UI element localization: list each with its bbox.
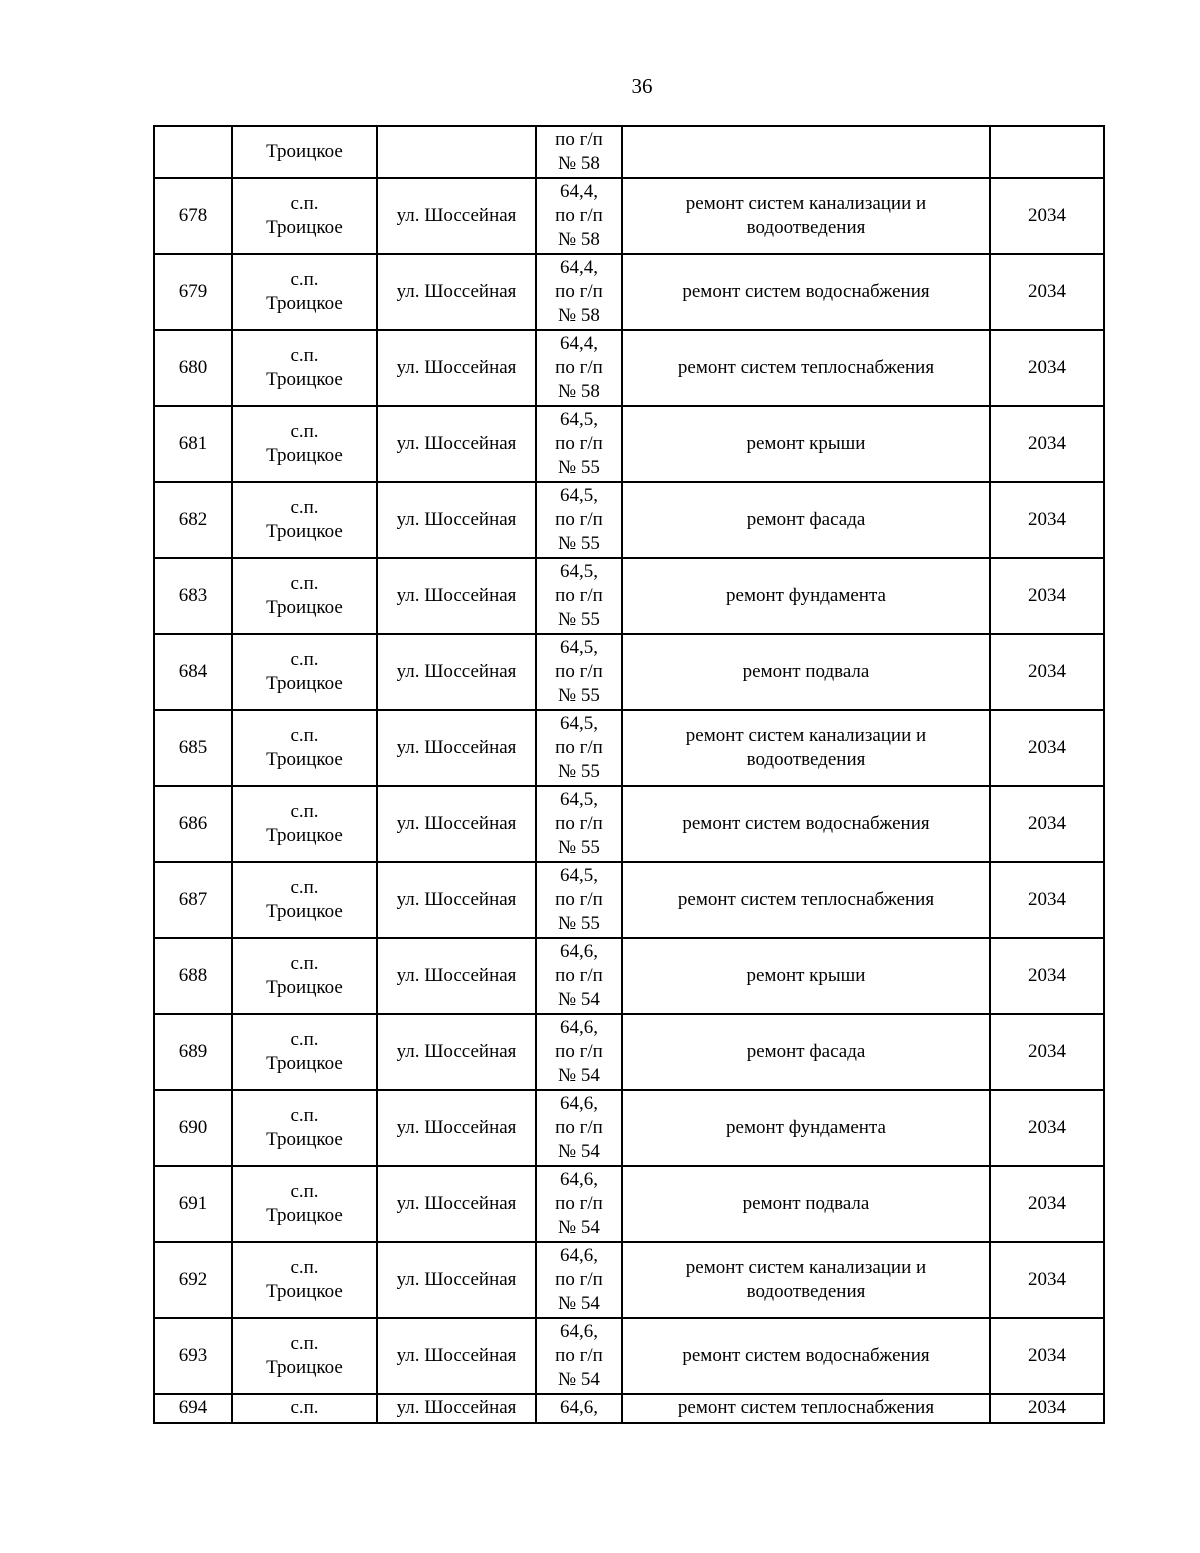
house-cell [536,1318,622,1394]
street-cell [377,126,536,178]
house-cell-line: 64,5, [560,713,598,734]
settlement-cell-line: Троицкое [266,521,343,542]
work-type-cell: ремонт крыши [622,406,990,482]
row-number-cell: 690 [154,1090,232,1166]
work-type-cell: ремонт систем водоснабжения [622,254,990,330]
table-row [154,710,1104,786]
house-cell [536,482,622,558]
settlement-cell [232,330,377,406]
year-cell: 2034 [990,558,1104,634]
house-cell [536,558,622,634]
table-row [154,126,1104,178]
house-cell-line: по г/п [555,509,603,530]
settlement-cell [232,178,377,254]
house-cell [536,406,622,482]
row-number-cell: 691 [154,1166,232,1242]
row-number-cell: 692 [154,1242,232,1318]
house-cell-line: № 54 [558,1141,600,1162]
settlement-cell-line: с.п. [290,649,319,670]
house-cell-line: по г/п [555,129,603,150]
row-number-cell: 688 [154,938,232,1014]
year-cell: 2034 [990,1318,1104,1394]
work-type-cell: ремонт систем канализации и водоотведения [622,710,990,786]
row-number-cell: 694 [154,1394,232,1423]
street-cell: ул. Шоссейная [377,1242,536,1318]
table-row [154,330,1104,406]
house-cell-line: по г/п [555,1117,603,1138]
settlement-cell [232,710,377,786]
year-cell: 2034 [990,1090,1104,1166]
house-cell-line: 64,4, [560,181,598,202]
house-cell [536,862,622,938]
house-cell-line: 64,5, [560,485,598,506]
house-cell-line: по г/п [555,965,603,986]
house-cell-line: № 55 [558,913,600,934]
house-cell [536,254,622,330]
year-cell [990,126,1104,178]
house-cell [536,1090,622,1166]
work-type-cell: ремонт систем теплоснабжения [622,862,990,938]
work-type-cell: ремонт систем водоснабжения [622,786,990,862]
settlement-cell [232,1242,377,1318]
street-cell: ул. Шоссейная [377,330,536,406]
settlement-cell-line: Троицкое [266,749,343,770]
house-cell-line: по г/п [555,585,603,606]
settlement-cell [232,634,377,710]
settlement-cell-line: с.п. [290,193,319,214]
house-cell-line: по г/п [555,737,603,758]
settlement-cell-line: Троицкое [266,673,343,694]
house-cell [536,178,622,254]
table-row [154,406,1104,482]
year-cell: 2034 [990,406,1104,482]
year-cell: 2034 [990,1014,1104,1090]
settlement-cell-line: с.п. [290,953,319,974]
street-cell: ул. Шоссейная [377,558,536,634]
settlement-cell-line: Троицкое [266,1281,343,1302]
settlement-cell [232,482,377,558]
work-type-cell: ремонт систем теплоснабжения [622,330,990,406]
settlement-cell-line: Троицкое [266,293,343,314]
settlement-cell-line: с.п. [290,1029,319,1050]
table-row [154,1014,1104,1090]
year-cell: 2034 [990,634,1104,710]
house-cell-line: по г/п [555,661,603,682]
settlement-cell-line: с.п. [290,801,319,822]
house-cell-line: № 58 [558,153,600,174]
work-type-cell [622,126,990,178]
year-cell: 2034 [990,482,1104,558]
house-cell [536,1394,622,1423]
house-cell-line: № 58 [558,381,600,402]
row-number-cell: 686 [154,786,232,862]
house-cell [536,1242,622,1318]
house-cell [536,786,622,862]
work-type-cell: ремонт подвала [622,1166,990,1242]
house-cell-line: № 54 [558,1369,600,1390]
house-cell-line: по г/п [555,1041,603,1062]
house-cell-line: № 54 [558,1217,600,1238]
year-cell: 2034 [990,330,1104,406]
work-type-cell: ремонт систем канализации и водоотведения [622,1242,990,1318]
year-cell: 2034 [990,938,1104,1014]
table-row [154,558,1104,634]
year-cell: 2034 [990,1394,1104,1423]
work-type-cell: ремонт фундамента [622,1090,990,1166]
table-row [154,786,1104,862]
settlement-cell-line: с.п. [290,1333,319,1354]
house-cell [536,710,622,786]
row-number-cell: 681 [154,406,232,482]
settlement-cell-line: Троицкое [266,1357,343,1378]
house-cell-line: по г/п [555,889,603,910]
work-type-cell: ремонт подвала [622,634,990,710]
house-cell-line: № 55 [558,533,600,554]
house-cell-line: 64,6, [560,1093,598,1114]
row-number-cell: 678 [154,178,232,254]
house-cell-line: № 54 [558,989,600,1010]
settlement-cell [232,1090,377,1166]
row-number-cell: 693 [154,1318,232,1394]
house-cell [536,634,622,710]
street-cell: ул. Шоссейная [377,634,536,710]
street-cell: ул. Шоссейная [377,406,536,482]
house-cell-line: 64,6, [560,1321,598,1342]
table-row [154,938,1104,1014]
settlement-cell-line: с.п. [290,269,319,290]
house-cell-line: 64,5, [560,865,598,886]
table-row [154,1090,1104,1166]
settlement-cell-line: с.п. [290,1181,319,1202]
street-cell: ул. Шоссейная [377,938,536,1014]
house-cell-line: № 55 [558,761,600,782]
house-cell-line: по г/п [555,1193,603,1214]
row-number-cell: 682 [154,482,232,558]
house-cell [536,1014,622,1090]
settlement-cell-line: с.п. [290,1105,319,1126]
house-cell-line: № 58 [558,305,600,326]
house-cell-line: № 54 [558,1065,600,1086]
row-number-cell: 680 [154,330,232,406]
house-cell-line: 64,4, [560,257,598,278]
year-cell: 2034 [990,1242,1104,1318]
work-type-cell: ремонт фасада [622,482,990,558]
street-cell: ул. Шоссейная [377,1090,536,1166]
settlement-cell-line: Троицкое [266,597,343,618]
house-cell-line: 64,5, [560,409,598,430]
settlement-cell-line: с.п. [290,1257,319,1278]
house-cell-line: № 58 [558,229,600,250]
table-body [154,126,1104,1423]
table-row [154,862,1104,938]
settlement-cell-line: Троицкое [266,1053,343,1074]
year-cell: 2034 [990,1166,1104,1242]
street-cell: ул. Шоссейная [377,254,536,330]
work-type-cell: ремонт систем водоснабжения [622,1318,990,1394]
settlement-cell [232,862,377,938]
house-cell-line: № 55 [558,685,600,706]
house-cell-line: по г/п [555,813,603,834]
house-cell-line: № 55 [558,609,600,630]
table-row [154,254,1104,330]
house-cell-line: № 54 [558,1293,600,1314]
row-number-cell: 679 [154,254,232,330]
street-cell: ул. Шоссейная [377,1166,536,1242]
house-cell-line: 64,6, [560,1397,598,1418]
row-number-cell: 687 [154,862,232,938]
house-cell-line: № 55 [558,457,600,478]
street-cell: ул. Шоссейная [377,1318,536,1394]
table-row [154,1166,1104,1242]
street-cell: ул. Шоссейная [377,1014,536,1090]
table-row [154,178,1104,254]
work-type-cell: ремонт крыши [622,938,990,1014]
settlement-cell [232,558,377,634]
street-cell: ул. Шоссейная [377,710,536,786]
street-cell: ул. Шоссейная [377,786,536,862]
settlement-cell-line: с.п. [290,573,319,594]
year-cell: 2034 [990,786,1104,862]
work-type-cell: ремонт систем теплоснабжения [622,1394,990,1423]
house-cell-line: 64,6, [560,1169,598,1190]
house-cell-line: 64,5, [560,637,598,658]
settlement-cell-line: с.п. [290,345,319,366]
table-row [154,1394,1104,1423]
street-cell: ул. Шоссейная [377,862,536,938]
settlement-cell [232,1394,377,1423]
settlement-cell-line: с.п. [290,421,319,442]
table-row [154,482,1104,558]
year-cell: 2034 [990,862,1104,938]
house-cell-line: по г/п [555,433,603,454]
house-cell-line: 64,5, [560,789,598,810]
year-cell: 2034 [990,178,1104,254]
settlement-cell-line: Троицкое [266,217,343,238]
house-cell-line: 64,6, [560,941,598,962]
house-cell-line: № 55 [558,837,600,858]
repair-schedule-table [153,125,1105,1424]
row-number-cell: 685 [154,710,232,786]
settlement-cell-line: с.п. [290,497,319,518]
settlement-cell-line: Троицкое [266,1129,343,1150]
house-cell-line: 64,6, [560,1245,598,1266]
street-cell: ул. Шоссейная [377,482,536,558]
settlement-cell-line: с.п. [290,1397,319,1418]
street-cell: ул. Шоссейная [377,178,536,254]
settlement-cell [232,1318,377,1394]
settlement-cell-line: Троицкое [266,977,343,998]
year-cell: 2034 [990,254,1104,330]
settlement-cell-line: Троицкое [266,825,343,846]
settlement-cell [232,786,377,862]
table-row [154,634,1104,710]
page-number: 36 [631,74,653,98]
house-cell-line: по г/п [555,1345,603,1366]
settlement-cell-line: Троицкое [266,141,343,162]
year-cell: 2034 [990,710,1104,786]
house-cell-line: по г/п [555,205,603,226]
row-number-cell: 684 [154,634,232,710]
work-type-cell: ремонт фундамента [622,558,990,634]
house-cell [536,126,622,178]
street-cell: ул. Шоссейная [377,1394,536,1423]
settlement-cell-line: Троицкое [266,901,343,922]
house-cell-line: по г/п [555,281,603,302]
row-number-cell: 683 [154,558,232,634]
house-cell [536,330,622,406]
row-number-cell: 689 [154,1014,232,1090]
settlement-cell [232,406,377,482]
settlement-cell [232,1166,377,1242]
house-cell-line: по г/п [555,357,603,378]
settlement-cell [232,938,377,1014]
settlement-cell [232,254,377,330]
house-cell-line: по г/п [555,1269,603,1290]
row-number-cell [154,126,232,178]
settlement-cell-line: с.п. [290,725,319,746]
settlement-cell [232,1014,377,1090]
house-cell-line: 64,5, [560,561,598,582]
work-type-cell: ремонт фасада [622,1014,990,1090]
settlement-cell-line: Троицкое [266,369,343,390]
work-type-cell: ремонт систем канализации и водоотведения [622,178,990,254]
settlement-cell-line: Троицкое [266,1205,343,1226]
settlement-cell-line: с.п. [290,877,319,898]
house-cell-line: 64,6, [560,1017,598,1038]
house-cell [536,938,622,1014]
settlement-cell-line: Троицкое [266,445,343,466]
table-row [154,1318,1104,1394]
house-cell [536,1166,622,1242]
settlement-cell [232,126,377,178]
table-row [154,1242,1104,1318]
house-cell-line: 64,4, [560,333,598,354]
